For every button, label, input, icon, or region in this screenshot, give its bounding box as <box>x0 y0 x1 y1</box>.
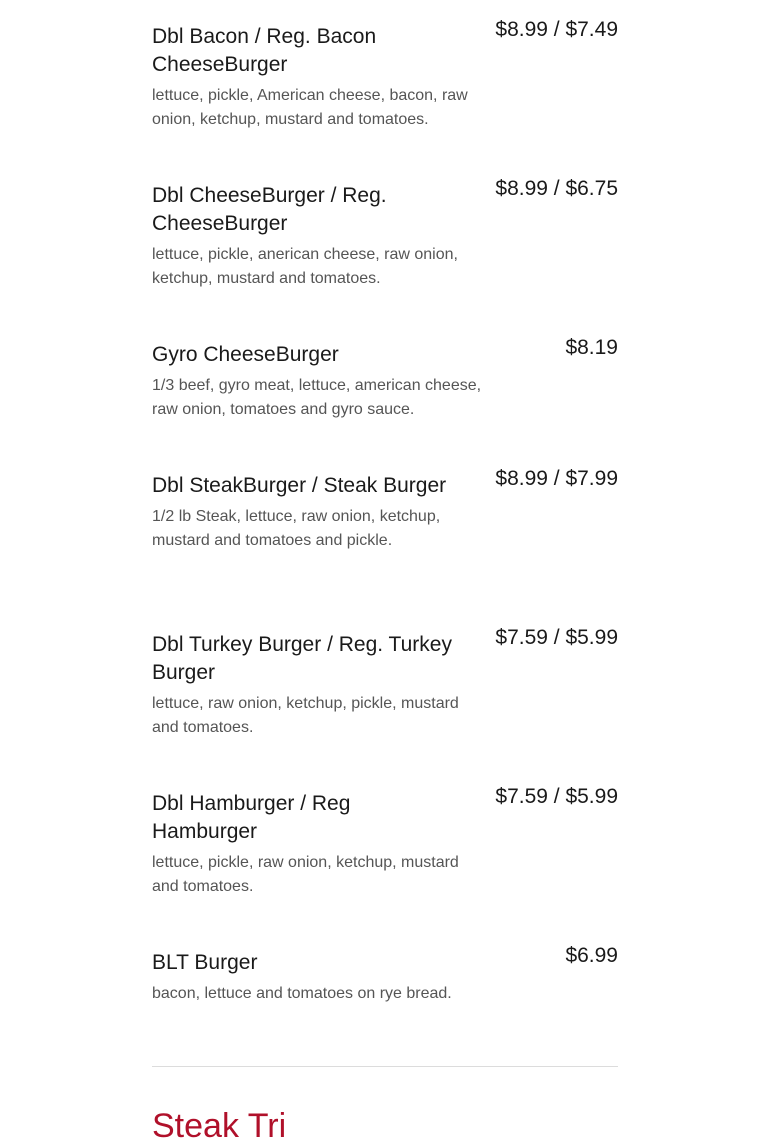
menu-item-price: $7.59 / $5.99 <box>495 626 618 649</box>
section-divider <box>152 1066 618 1067</box>
menu-item-name: BLT Burger <box>152 951 258 974</box>
menu-item-name: Dbl Turkey Burger / Reg. Turkey Burger <box>152 633 452 684</box>
menu-item-price: $8.99 / $6.75 <box>495 177 618 200</box>
menu-item-name: Dbl CheeseBurger / Reg. CheeseBurger <box>152 184 387 235</box>
menu-item-description: lettuce, pickle, raw onion, ketchup, mustard and tomatoes. <box>152 854 459 895</box>
menu-item-name: Dbl SteakBurger / Steak Burger <box>152 474 447 497</box>
menu-item-price: $8.99 / $7.99 <box>495 467 618 490</box>
menu-item-price: $7.59 / $5.99 <box>495 785 618 808</box>
menu-item[interactable] <box>152 467 618 553</box>
menu-item-description: bacon, lettuce and tomatoes on rye bread. <box>152 985 452 1002</box>
menu-item-description: lettuce, pickle, anerican cheese, raw onion, ketchup, mustard and tomatoes. <box>152 246 458 287</box>
menu-item-description: lettuce, raw onion, ketchup, pickle, mustard and tomatoes. <box>152 695 459 736</box>
menu-item-description: 1/3 beef, gyro meat, lettuce, american cheese, raw onion, tomatoes and gyro sauce. <box>152 377 482 418</box>
menu-item-price: $6.99 <box>565 944 618 967</box>
menu-item-name: Dbl Bacon / Reg. Bacon CheeseBurger <box>152 25 377 76</box>
menu-item[interactable] <box>152 336 618 422</box>
menu-item[interactable] <box>152 626 618 740</box>
menu-item-price: $8.99 / $7.49 <box>495 18 618 41</box>
menu-item-name: Dbl Hamburger / Reg Hamburger <box>152 792 351 843</box>
menu-item[interactable] <box>152 944 618 1006</box>
menu-item-price: $8.19 <box>565 336 618 359</box>
menu-item-description: lettuce, pickle, American cheese, bacon, raw onion, ketchup, mustard and tomatoes. <box>152 87 468 128</box>
menu-item[interactable] <box>152 785 618 899</box>
menu-item[interactable] <box>152 177 618 291</box>
menu-item-name: Gyro CheeseBurger <box>152 343 339 366</box>
section-title: Steak Tri <box>152 1107 287 1145</box>
menu-item-description: 1/2 lb Steak, lettuce, raw onion, ketchup, mustard and tomatoes and pickle. <box>152 508 441 549</box>
menu-item[interactable] <box>152 18 618 132</box>
